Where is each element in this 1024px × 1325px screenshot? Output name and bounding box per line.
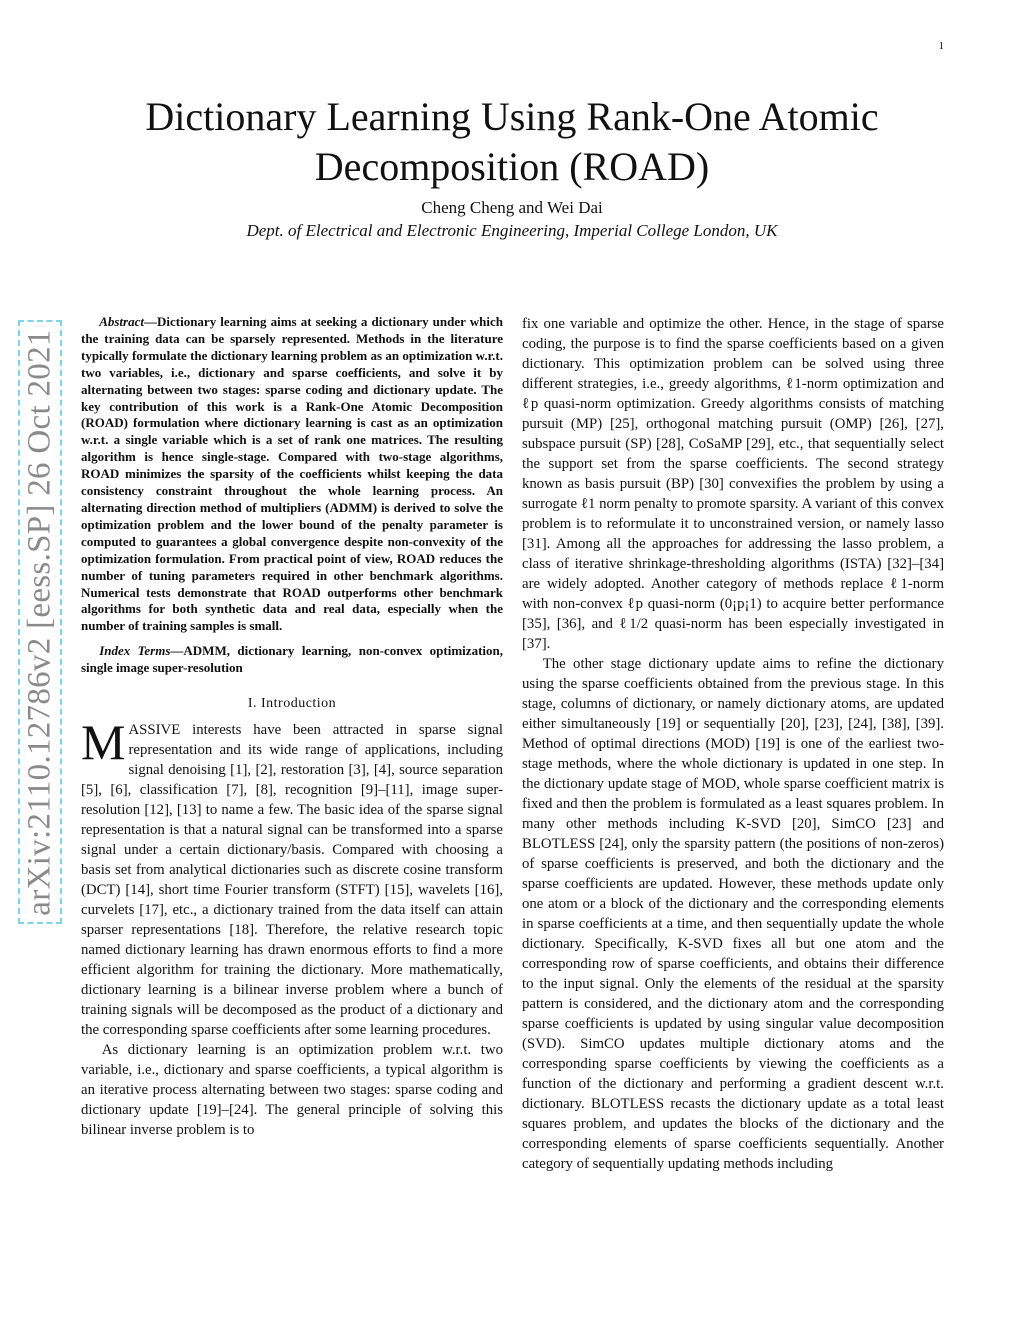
index-terms	[81, 643, 503, 677]
abstract	[81, 314, 503, 635]
page-number: 1	[938, 40, 944, 52]
dropcap-letter: M	[81, 714, 126, 771]
arxiv-stamp[interactable]	[18, 320, 62, 924]
abstract-lead: Abstract	[99, 314, 144, 329]
section-heading-introduction: I. Introduction	[247, 696, 337, 712]
paper-authors: Cheng Cheng and Wei Dai	[421, 198, 603, 217]
left-column	[81, 314, 503, 1140]
intro-paragraph-2: As dictionary learning is an optimization problem w.r.t. two variable, i.e., dictionary and sparse coefficients, a typical algorithm is an iterative process alternating between two stages: sparse coding and dictionary update [19]–[24]. The general principle of solving this bilinear inverse problem is to	[81, 1042, 503, 1139]
index-terms-lead: Index Terms	[99, 643, 171, 659]
arxiv-stamp-text: arXiv:2110.12786v2 [eess.SP] 26 Oct 2021	[21, 328, 58, 916]
paper-affiliation: Dept. of Electrical and Electronic Engineering, Imperial College London, UK	[246, 221, 778, 240]
paper-title: Dictionary Learning Using Rank-One Atomic Decomposition (ROAD)	[145, 94, 879, 189]
abstract-text: —Dictionary learning aims at seeking a dictionary under which the training data can be sparsely represented. Methods in the literature typically formulate the dictionary learning problem as an optimization w.r.t. two variables, i.e., dictionary and sparse coefficients, and solve it by alternating between two stages: sparse coding and dictionary update. The key contribution of this work is a Rank-One Atomic Decomposition (ROAD) formulation where dictionary learning is cast as an optimization w.r.t. a single variable which is a set of rank one matrices. The resulting algorithm is hence single-stage. Compared with two-stage algorithms, ROAD minimizes the sparsity of the coefficients whilst keeping the data consistency constraint throughout the whole learning process. An alternating direction method of multipliers (ADMM) is derived to solve the optimization problem and the lower bound of the penalty parameter is computed to guarantees a global convergence despite non-convexity of the optimization formulation. From practical point of view, ROAD reduces the number of tuning parameters required in other benchmark algorithms. Numerical tests demonstrate that ROAD outperforms other benchmark algorithms for both synthetic data and real data, especially when the number of training samples is small.	[81, 314, 503, 634]
right-paragraph-1: fix one variable and optimize the other. Hence, in the stage of sparse coding, the purpose is to find the sparse coefficients based on a given dictionary. This optimization problem can be solved using three different strategies, i.e., greedy algorithms, ℓ1-norm optimization and ℓp quasi-norm optimization. Greedy algorithms consists of matching pursuit (MP) [25], orthogonal matching pursuit (OMP) [26], [27], subspace pursuit (SP) [28], CoSaMP [29], etc., that sequentially select the support set from the sparse coefficients. The second strategy known as basis pursuit (BP) [30] convexifies the problem by using a surrogate ℓ1 norm penalty to promote sparsity. A variant of this convex problem is to reformulate it to unconstrained version, or namely lasso [31]. Among all the approaches for addressing the lasso problem, a class of iterative shrinkage-thresholding algorithms (ISTA) [32]–[34] are widely adopted. Another category of methods replace ℓ1-norm with non-convex ℓp quasi-norm (0¡p¡1) to acquire better performance [35], [36], and ℓ1/2 quasi-norm has been especially investigated in [37].	[522, 316, 944, 652]
intro-paragraph-1-text: ASSIVE interests have been attracted in sparse signal representation and its wide range of applications, including signal denoising [1], [2], restoration [3], [4], source separation [5], [6], classification [7], [8], recognition [9]–[11], image super-resolution [12], [13] to name a few. The basic idea of the sparse signal representation is that a natural signal can be transformed into a sparse signal under a certain dictionary/basis. Compared with choosing a basis set from analytical dictionaries such as discrete cosine transform (DCT) [14], short time Fourier transform (STFT) [15], wavelets [16], curvelets [17], etc., a dictionary trained from the data itself can attain sparser representations [18]. Therefore, the relative research topic named dictionary learning has drawn enormous efforts to find a more efficient algorithm for training the dictionary. More mathematically, dictionary learning is a bilinear inverse problem where a bunch of training signals will be decomposed as the product of a dictionary and the corresponding sparse coefficients after some learning procedures.	[81, 722, 503, 1039]
right-paragraph-2: The other stage dictionary update aims to refine the dictionary using the sparse coefficients obtained from the previous stage. In this stage, columns of dictionary, or namely dictionary atoms, are updated either simultaneously [19] or sequentially [20], [23], [24], [38], [39]. Method of optimal directions (MOD) [19] is one of the earliest two-stage methods, where the whole dictionary is updated in one step. In the dictionary update stage of MOD, whole sparse coefficient matrix is fixed and then the problem is formulated as a least squares problem. In many other methods including K-SVD [20], SimCO [23] and BLOTLESS [24], only the sparsity pattern (the positions of non-zeros) of sparse coefficients is preserved, and both the dictionary and the sparse coefficients are updated. However, these methods update only one atom or a block of the dictionary and the corresponding elements in sparse coefficients at a time, and then sequentially update the whole dictionary. Specifically, K-SVD fixes all but one atom and the corresponding row of sparse coefficients, and obtains their difference to the input signal. Only the elements of the residual at the sparsity pattern is considered, and the dictionary atom and the corresponding sparse coefficients is updated by using singular value decomposition (SVD). SimCO updates multiple dictionary atoms and the corresponding sparse coefficients by viewing the coefficients as a function of the dictionary and performing a gradient descent w.r.t. dictionary. BLOTLESS recasts the dictionary update as a total least squares problem, and updates the blocks of the dictionary and the corresponding elements of sparse coefficients sequentially. Another category of sequentially updating methods including	[522, 656, 944, 1172]
index-terms-text: —ADMM, dictionary learning, non-convex optimization, single image super-resolution	[81, 643, 503, 676]
intro-paragraph-1	[81, 714, 503, 1040]
right-column	[522, 314, 944, 1174]
